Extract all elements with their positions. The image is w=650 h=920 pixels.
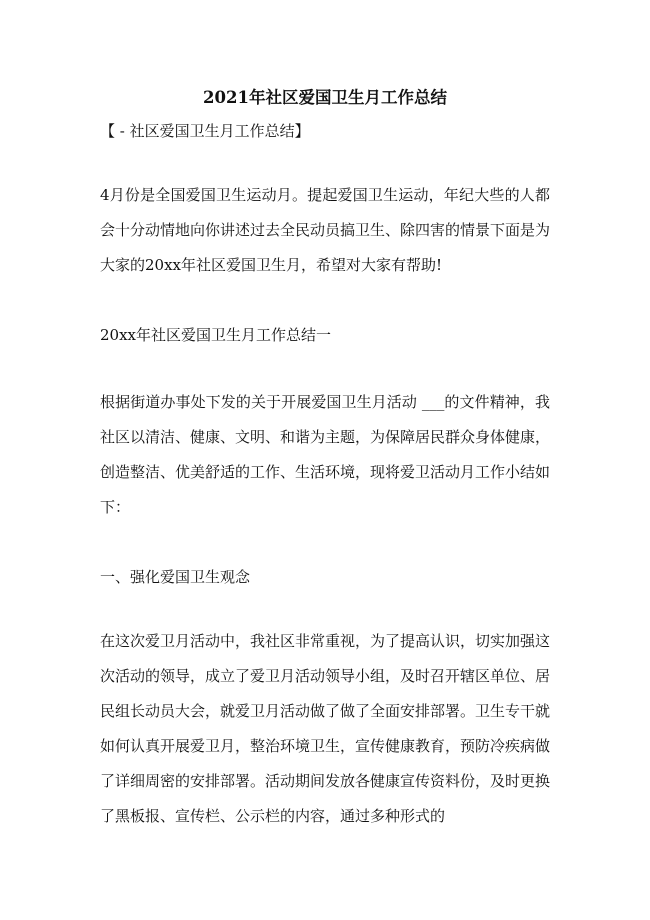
document-title: 2021年社区爱国卫生月工作总结 bbox=[203, 88, 447, 107]
body-paragraph-2: 在这次爱卫月活动中，我社区非常重视，为了提高认识，切实加强这次活动的领导，成立了爱卫月活动领导小组，及时召开辖区单位、居民组长动员大会，就爱卫月活动做了做了全面安排部署。卫生专干就如何认真开展爱卫月，整治环境卫生，宣传健康教育，预防冷疾病做了详细周密的安排部署。活动期间发放各健康宣传资料份，及时更换了黑板报、宣传栏、公示栏的内容，通过多种形式的 bbox=[100, 632, 551, 825]
document-subtitle: 【 - 社区爱国卫生月工作总结】 bbox=[100, 122, 310, 140]
heading-one: 一、强化爱国卫生观念 bbox=[100, 568, 251, 586]
section-heading: 20xx年社区爱国卫生月工作总结一 bbox=[100, 326, 332, 344]
intro-paragraph: 4月份是全国爱国卫生运动月。提起爱国卫生运动，年纪大些的人都会十分动情地向你讲述过去全民动员搞卫生、除四害的情景下面是为大家的20xx年社区爱国卫生月，希望对大家有帮助! bbox=[100, 186, 551, 274]
body-paragraph-1: 根据街道办事处下发的关于开展爱国卫生月活动 ___的文件精神，我社区以清洁、健康、文明、和谐为主题，为保障居民群众身体健康，创造整洁、优美舒适的工作、生活环境，现将爱卫活动月工作小结如下： bbox=[100, 393, 551, 516]
